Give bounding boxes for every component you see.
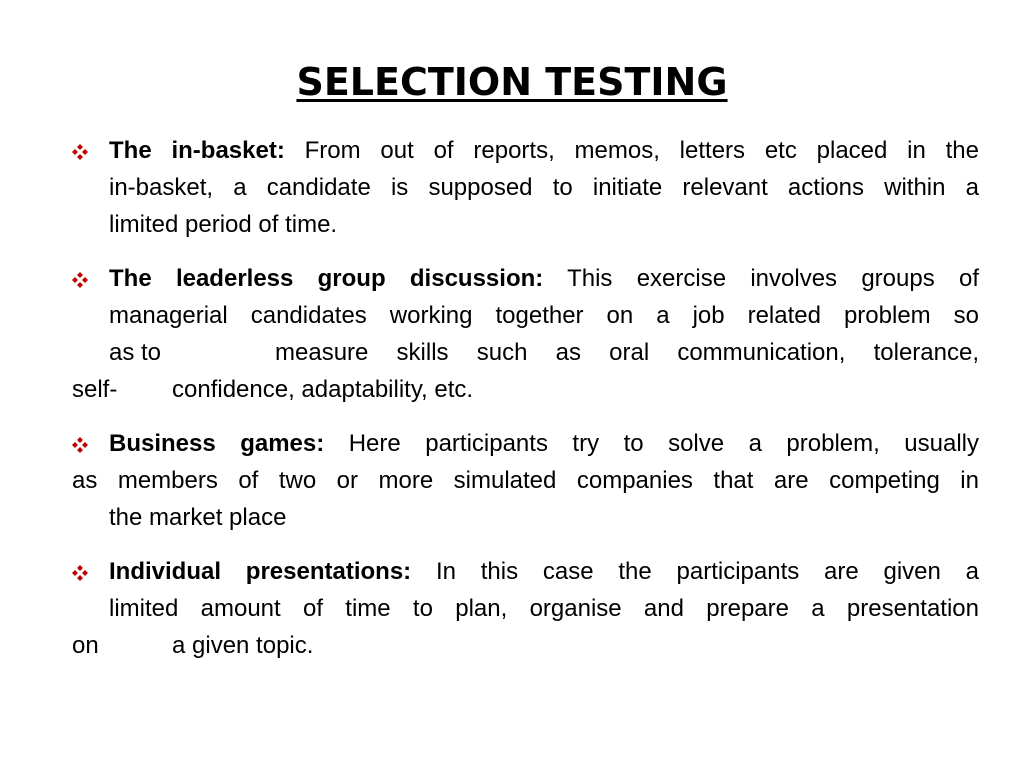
- slide-title-text: SELECTION TESTING: [296, 60, 728, 104]
- four-diamond-bullet-icon: [72, 565, 88, 581]
- bullet-line: [72, 260, 979, 297]
- bullet-item-in-basket: [72, 132, 979, 243]
- bullet-line: in-basket, a candidate is supposed to initiate relevant actions within a: [109, 174, 979, 201]
- bullet-text: In this case the participants are given a: [435, 558, 979, 585]
- bullet-line: managerial candidates working together on a job related problem so: [109, 302, 979, 329]
- bullet-lead: The in-basket:: [109, 137, 285, 164]
- bullet-line: limited amount of time to plan, organise and prepare a presentation: [109, 595, 979, 622]
- bullet-line: [72, 371, 979, 408]
- four-diamond-bullet-icon: [72, 272, 88, 288]
- bullet-text: as to: [109, 339, 162, 366]
- bullet-text: self-: [72, 376, 118, 403]
- bullet-line: [72, 425, 979, 462]
- bullet-text: measure skills such as oral communication, tolerance,: [275, 339, 979, 366]
- bullet-lead: Business games:: [109, 430, 325, 457]
- bullet-line: as members of two or more simulated companies that are competing in: [72, 467, 979, 494]
- bullet-lead: The leaderless group discussion:: [109, 265, 544, 292]
- bullet-line: [72, 334, 979, 371]
- bullet-text: confidence, adaptability, etc.: [172, 376, 474, 403]
- bullet-item-leaderless-group-discussion: [72, 260, 979, 408]
- bullet-line: [72, 627, 979, 664]
- bullet-line: limited period of time.: [109, 211, 338, 238]
- bullet-text: Here participants try to solve a problem, usually: [348, 430, 979, 457]
- four-diamond-bullet-icon: [72, 144, 88, 160]
- bullet-line: [72, 132, 979, 169]
- bullet-lead: Individual presentations:: [109, 558, 412, 585]
- bullet-text: From out of reports, memos, letters etc placed in the: [304, 137, 979, 164]
- bullet-text: This exercise involves groups of: [567, 265, 979, 292]
- bullet-item-business-games: [72, 425, 979, 536]
- slide-title: [0, 58, 1024, 106]
- four-diamond-bullet-icon: [72, 437, 88, 453]
- slide-body: [72, 132, 979, 681]
- bullet-line: the market place: [109, 504, 287, 531]
- bullet-item-individual-presentations: [72, 553, 979, 664]
- bullet-text: a given topic.: [172, 632, 314, 659]
- bullet-text: on: [72, 632, 99, 659]
- bullet-line: [72, 553, 979, 590]
